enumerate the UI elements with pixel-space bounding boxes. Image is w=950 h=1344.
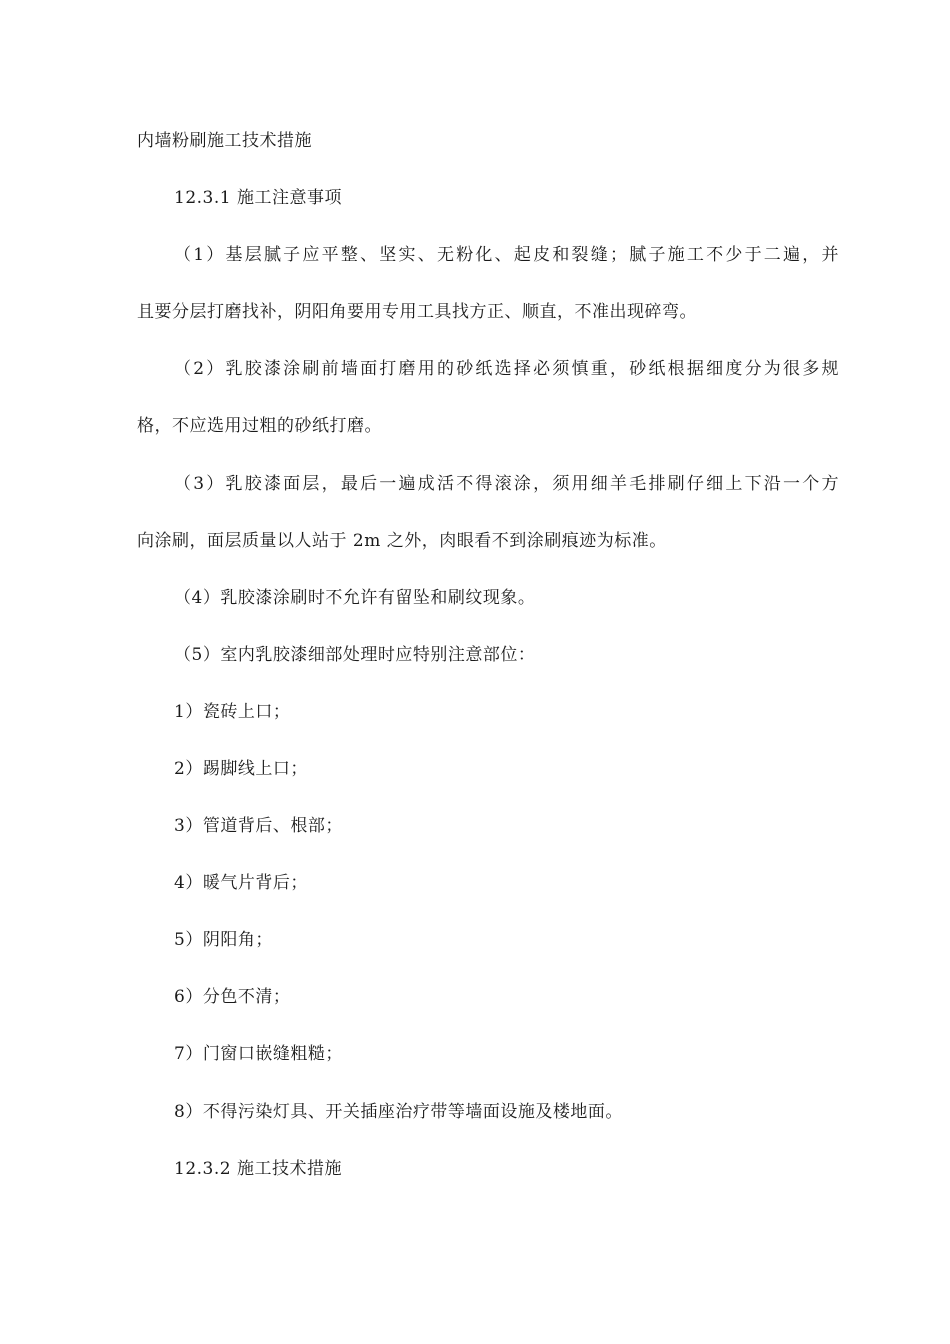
item-2-line-2: 格，不应选用过粗的砂纸打磨。 [137, 416, 382, 436]
item-2-line-1: （2）乳胶漆涂刷前墙面打磨用的砂纸选择必须慎重，砂纸根据细度分为很多规 [174, 359, 839, 379]
item-5: （5）室内乳胶漆细部处理时应特别注意部位： [174, 645, 536, 665]
sub-item-8: 8）不得污染灯具、开关插座治疗带等墙面设施及楼地面。 [174, 1102, 623, 1122]
sub-item-2: 2）踢脚线上口； [174, 759, 308, 779]
sub-item-5: 5）阴阳角； [174, 930, 273, 950]
sub-item-4: 4）暖气片背后； [174, 873, 308, 893]
item-3-line-2: 向涂刷，面层质量以人站于 2m 之外，肉眼看不到涂刷痕迹为标准。 [137, 531, 667, 551]
sub-item-6: 6）分色不清； [174, 987, 291, 1007]
item-3-line-1: （3）乳胶漆面层，最后一遍成活不得滚涂，须用细羊毛排刷仔细上下沿一个方 [174, 474, 839, 494]
section-heading-12-3-1: 12.3.1 施工注意事项 [174, 188, 342, 208]
sub-item-3: 3）管道背后、根部； [174, 816, 343, 836]
item-4: （4）乳胶漆涂刷时不允许有留坠和刷纹现象。 [174, 588, 536, 608]
section-heading-12-3-2: 12.3.2 施工技术措施 [174, 1159, 342, 1179]
item-1-line-1: （1）基层腻子应平整、坚实、无粉化、起皮和裂缝；腻子施工不少于二遍，并 [174, 245, 839, 265]
item-1-line-2: 且要分层打磨找补，阴阳角要用专用工具找方正、顺直，不准出现碎弯。 [137, 302, 697, 322]
document-title: 内墙粉刷施工技术措施 [137, 131, 312, 151]
sub-item-7: 7）门窗口嵌缝粗糙； [174, 1044, 343, 1064]
sub-item-1: 1）瓷砖上口； [174, 702, 291, 722]
